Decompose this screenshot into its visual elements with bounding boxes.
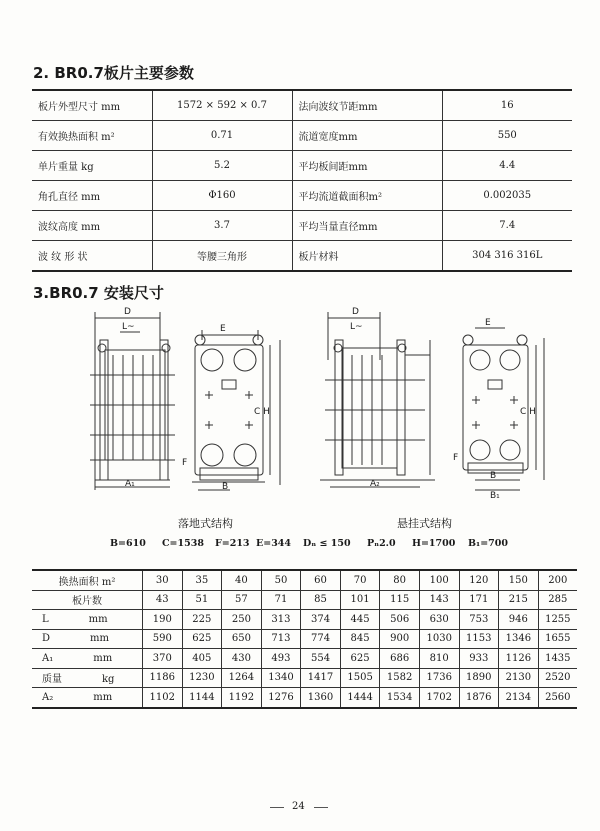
- param-name: 平均板间距mm: [292, 151, 442, 181]
- cell-value: 625: [340, 649, 380, 669]
- cell-value: 190: [143, 610, 183, 630]
- cell-value: 150: [499, 570, 539, 590]
- cell-value: 753: [459, 610, 499, 630]
- label-F-hang: F: [453, 453, 459, 463]
- param-value: 3.7: [152, 211, 292, 241]
- param-value: 4.4: [442, 151, 572, 181]
- row-label: [32, 668, 143, 688]
- cell-value: 143: [419, 590, 459, 610]
- row-unit: kg: [102, 674, 115, 686]
- label-A1: A₁: [125, 479, 135, 489]
- cell-value: 43: [143, 590, 183, 610]
- cell-value: 1655: [538, 629, 577, 649]
- install-param: F=213: [215, 538, 250, 549]
- page-number: 24: [292, 801, 305, 812]
- row-label-text: 板片数: [72, 596, 102, 608]
- cell-value: 1534: [380, 688, 420, 708]
- param-value: 5.2: [152, 151, 292, 181]
- cell-value: 35: [182, 570, 222, 590]
- row-label-text: A₂: [42, 691, 54, 703]
- param-value: 0.71: [152, 121, 292, 151]
- page-number-rule-left: [270, 807, 284, 808]
- cell-value: 100: [419, 570, 459, 590]
- param-value: Φ160: [152, 181, 292, 211]
- cell-value: 40: [222, 570, 262, 590]
- cell-value: 1435: [538, 649, 577, 669]
- cell-value: 686: [380, 649, 420, 669]
- cell-value: 1360: [301, 688, 341, 708]
- cell-value: 1230: [182, 668, 222, 688]
- cell-value: 1276: [261, 688, 301, 708]
- cell-value: 1126: [499, 649, 539, 669]
- row-label: [32, 688, 143, 708]
- param-name: 有效换热面积 m²: [32, 121, 152, 151]
- param-name: 波 纹 形 状: [32, 241, 152, 272]
- cell-value: 80: [380, 570, 420, 590]
- row-label-text: 质量: [42, 674, 62, 686]
- label-E-hang: E: [485, 318, 491, 328]
- row-unit: mm: [93, 691, 113, 703]
- cell-value: 215: [499, 590, 539, 610]
- cell-value: 493: [261, 649, 301, 669]
- param-value: 304 316 316L: [442, 241, 572, 272]
- install-param: B=610: [110, 538, 146, 549]
- cell-value: 845: [340, 629, 380, 649]
- param-name: 单片重量 kg: [32, 151, 152, 181]
- cell-value: 554: [301, 649, 341, 669]
- param-value: 16: [442, 90, 572, 121]
- cell-value: 2134: [499, 688, 539, 708]
- label-A2: A₂: [370, 479, 380, 489]
- row-label-text: A₁: [42, 652, 54, 664]
- cell-value: 405: [182, 649, 222, 669]
- cell-value: 51: [182, 590, 222, 610]
- param-name: 角孔直径 mm: [32, 181, 152, 211]
- cell-value: 1702: [419, 688, 459, 708]
- cell-value: 1736: [419, 668, 459, 688]
- dimensions-row: [32, 649, 577, 669]
- label-D: D: [124, 307, 131, 317]
- param-name: 平均当量直径mm: [292, 211, 442, 241]
- cell-value: 1346: [499, 629, 539, 649]
- row-label: [32, 629, 143, 649]
- cell-value: 650: [222, 629, 262, 649]
- label-D-hang: D: [352, 307, 359, 317]
- page-number-rule-right: [314, 807, 328, 808]
- label-B1: B₁: [490, 491, 500, 501]
- param-value: 0.002035: [442, 181, 572, 211]
- plate-params-row: [32, 241, 572, 272]
- cell-value: 506: [380, 610, 420, 630]
- row-unit: mm: [90, 633, 109, 645]
- cell-value: 171: [459, 590, 499, 610]
- cell-value: 225: [182, 610, 222, 630]
- installation-drawings: [80, 300, 550, 510]
- install-param: C=1538: [162, 538, 204, 549]
- cell-value: 313: [261, 610, 301, 630]
- cell-value: 1876: [459, 688, 499, 708]
- cell-value: 1192: [222, 688, 262, 708]
- cell-value: 1264: [222, 668, 262, 688]
- label-B-hang: B: [490, 471, 497, 481]
- plate-params-row: [32, 211, 572, 241]
- row-label: [32, 590, 143, 610]
- row-unit: mm: [88, 613, 108, 625]
- param-name: 流道宽度mm: [292, 121, 442, 151]
- plate-params-row: [32, 121, 572, 151]
- label-L-hang: L~: [350, 322, 363, 332]
- caption-hanging: 悬挂式结构: [397, 517, 452, 530]
- cell-value: 370: [143, 649, 183, 669]
- param-name: 板片外型尺寸 mm: [32, 90, 152, 121]
- row-label: [32, 570, 143, 590]
- cell-value: 933: [459, 649, 499, 669]
- cell-value: 625: [182, 629, 222, 649]
- cell-value: 1340: [261, 668, 301, 688]
- cell-value: 590: [143, 629, 183, 649]
- label-E: E: [220, 324, 226, 334]
- cell-value: 30: [143, 570, 183, 590]
- plate-params-row: [32, 181, 572, 211]
- section-title-install-dims: 3.BR0.7 安装尺寸: [33, 284, 164, 302]
- label-B: B: [222, 482, 229, 492]
- cell-value: 101: [340, 590, 380, 610]
- dimensions-table: [32, 569, 577, 709]
- param-value: 550: [442, 121, 572, 151]
- cell-value: 2560: [538, 688, 577, 708]
- plate-params-row: [32, 151, 572, 181]
- plate-params-table: [32, 89, 572, 272]
- cell-value: 1186: [143, 668, 183, 688]
- cell-value: 946: [499, 610, 539, 630]
- cell-value: 85: [301, 590, 341, 610]
- cell-value: 1444: [340, 688, 380, 708]
- label-CH-hang: C H: [520, 407, 536, 417]
- cell-value: 50: [261, 570, 301, 590]
- cell-value: 1505: [340, 668, 380, 688]
- install-param: Dₙ ≤ 150: [303, 538, 351, 549]
- row-label-text: L: [42, 613, 49, 625]
- install-param: Pₙ2.0: [367, 538, 396, 549]
- dimensions-row: [32, 610, 577, 630]
- cell-value: 445: [340, 610, 380, 630]
- param-name: 法向波纹节距mm: [292, 90, 442, 121]
- label-L: L~: [122, 322, 135, 332]
- cell-value: 200: [538, 570, 577, 590]
- section-title-plate-params: 2. BR0.7板片主要参数: [33, 64, 194, 82]
- param-value: 1572 × 592 × 0.7: [152, 90, 292, 121]
- cell-value: 60: [301, 570, 341, 590]
- cell-value: 70: [340, 570, 380, 590]
- cell-value: 71: [261, 590, 301, 610]
- param-name: 平均流道截面积m²: [292, 181, 442, 211]
- cell-value: 1030: [419, 629, 459, 649]
- cell-value: 285: [538, 590, 577, 610]
- cell-value: 250: [222, 610, 262, 630]
- row-label: [32, 610, 143, 630]
- dimensions-row: [32, 570, 577, 590]
- floor-side-view: [90, 312, 175, 490]
- dimensions-row: [32, 668, 577, 688]
- row-label-text: D: [42, 633, 51, 645]
- label-CH: C H: [254, 407, 270, 417]
- param-value: 7.4: [442, 211, 572, 241]
- cell-value: 1153: [459, 629, 499, 649]
- cell-value: 120: [459, 570, 499, 590]
- cell-value: 1102: [143, 688, 183, 708]
- row-label: [32, 649, 143, 669]
- cell-value: 2130: [499, 668, 539, 688]
- install-param: H=1700: [412, 538, 456, 549]
- cell-value: 810: [419, 649, 459, 669]
- cell-value: 57: [222, 590, 262, 610]
- cell-value: 713: [261, 629, 301, 649]
- dimensions-row: [32, 590, 577, 610]
- plate-params-row: [32, 90, 572, 121]
- row-unit: mm: [93, 652, 113, 664]
- cell-value: 1255: [538, 610, 577, 630]
- label-F: F: [182, 458, 188, 468]
- cell-value: 1890: [459, 668, 499, 688]
- cell-value: 1144: [182, 688, 222, 708]
- cell-value: 900: [380, 629, 420, 649]
- cell-value: 115: [380, 590, 420, 610]
- cell-value: 630: [419, 610, 459, 630]
- cell-value: 2520: [538, 668, 577, 688]
- param-name: 板片材料: [292, 241, 442, 272]
- dimensions-row: [32, 629, 577, 649]
- cell-value: 374: [301, 610, 341, 630]
- row-label-text: 换热面积 m²: [58, 576, 116, 588]
- cell-value: 774: [301, 629, 341, 649]
- cell-value: 430: [222, 649, 262, 669]
- param-value: 等腰三角形: [152, 241, 292, 272]
- cell-value: 1582: [380, 668, 420, 688]
- param-name: 波纹高度 mm: [32, 211, 152, 241]
- caption-floor-standing: 落地式结构: [178, 517, 233, 530]
- install-param: E=344: [256, 538, 292, 549]
- hanging-side-view: [320, 312, 435, 487]
- cell-value: 1417: [301, 668, 341, 688]
- install-param: B₁=700: [468, 538, 508, 549]
- dimensions-row: [32, 688, 577, 708]
